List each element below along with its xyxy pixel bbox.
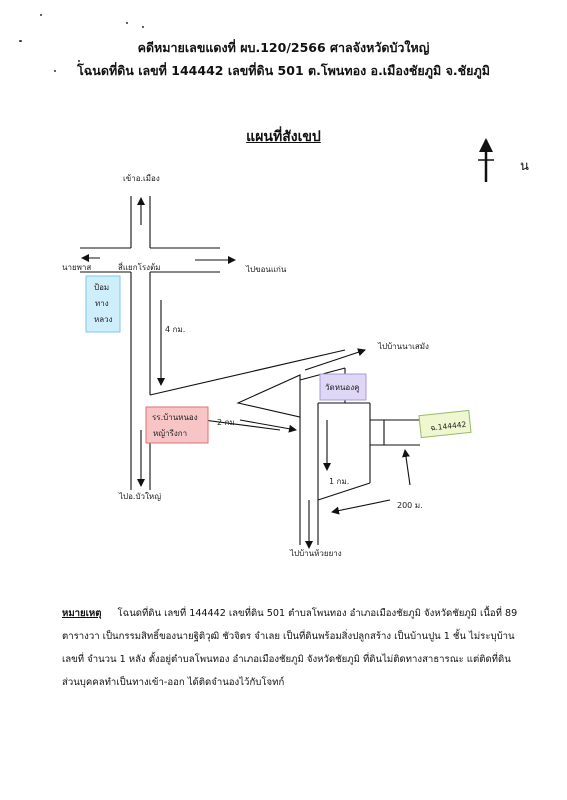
label-dist-1km: 1 กม.: [329, 477, 350, 486]
north-label: น: [520, 159, 529, 174]
label-police-2: ทาง: [95, 299, 109, 308]
label-temple: วัดหนองคู: [325, 383, 360, 392]
remark-paragraph: [62, 602, 522, 694]
case-number-title: คดีหมายเลขแดงที่ ผบ.120/2566 ศาลจังหวัดบัวใหญ่: [137, 40, 430, 55]
label-dist-4km: 4 กม.: [165, 325, 186, 334]
label-to-ban-na: ไปบ้านนาเสมัง: [378, 342, 429, 351]
label-to-huaiyang: ไปบ้านห้วยยาง: [290, 549, 342, 558]
branch-road: [150, 350, 420, 545]
label-school-2: หญ้ารีงกา: [153, 429, 188, 438]
label-to-city: เข้าอ.เมือง: [123, 174, 160, 183]
remark-text: โฉนดที่ดิน เลขที่ 144442 เลขที่ดิน 501 ตำบลโพนทอง อำเภอเมืองชัยภูมิ จังหวัดชัยภูมิ เนื้อที่ 89 ตารางวา เป็นกรรมสิทธิ์ของนายฐิติวุฒิ ชัวจิตร จำเลย เป็นที่ดินพร้อมสิ่งปลูกสร้าง เป็นบ้านปูน 1 ชั้น ไม่ระบุบ้านเลขที่ จำนวน 1 หลัง ตั้งอยู่ตำบลโพนทอง อำเภอเมืองชัยภูมิ จังหวัดชัยภูมิ ที่ดินไม่ติดทางสาธารณะ แต่ติดที่ดินส่วนบุคคลทำเป็นทางเข้า-ออก ได้ติดจำนองไว้กับโจทก์: [62, 608, 518, 688]
remark-heading: หมายเหตุ: [62, 608, 102, 619]
label-parcel: ฉ.144442: [429, 419, 467, 433]
label-dist-200m: 200 ม.: [397, 501, 423, 510]
deed-title: โฉนดที่ดิน เลขที่ 144442 เลขที่ดิน 501 ต.โพนทอง อ.เมืองชัยภูมิ จ.ชัยภูมิ: [77, 63, 490, 78]
label-intersection: สี่แยกโรงต้ม: [118, 263, 161, 272]
label-school-1: รร.บ้านหนอง: [152, 413, 198, 422]
label-nai-pha: นายพาส: [62, 263, 92, 272]
label-dist-2km: 2 กม.: [217, 418, 238, 427]
label-police-1: ป้อม: [94, 283, 110, 292]
map-title: แผนที่สังเขป: [246, 129, 321, 145]
north-arrow-icon: [478, 138, 494, 182]
label-police-3: หลวง: [94, 315, 113, 324]
label-to-buayai: ไปอ.บัวใหญ่: [119, 492, 162, 501]
label-to-chonkaen: ไปขอนแก่น: [246, 265, 287, 274]
